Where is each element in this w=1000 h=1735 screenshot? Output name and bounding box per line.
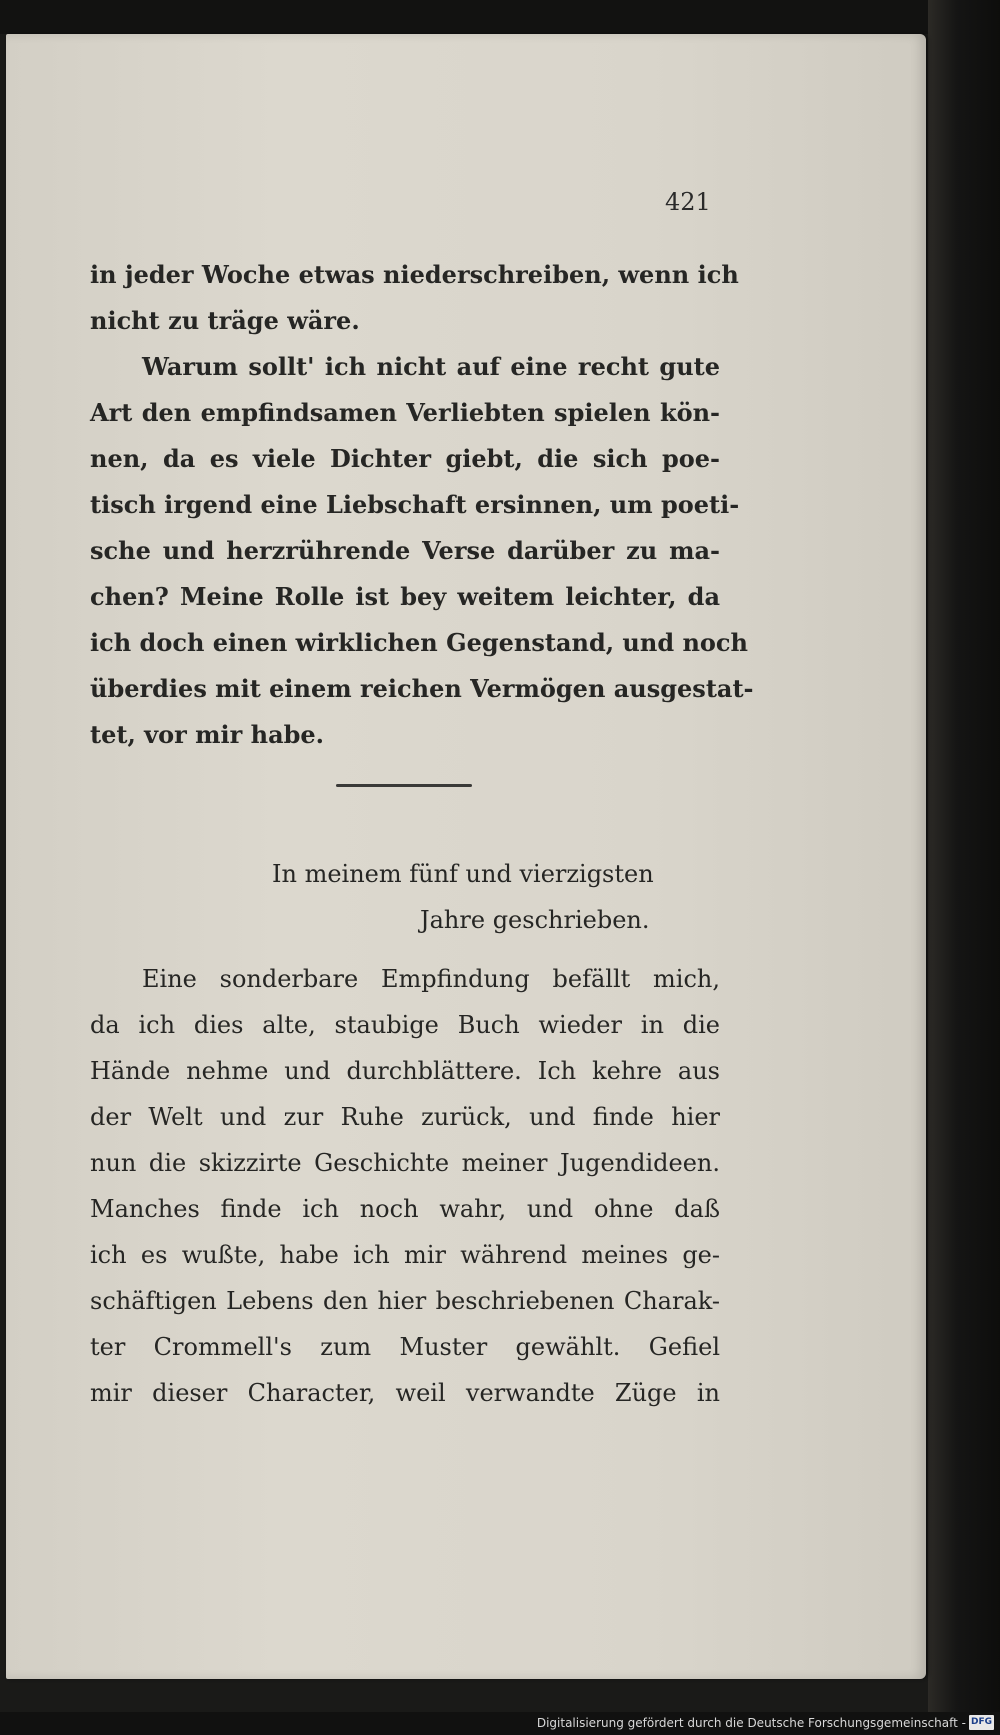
digitization-credit: Digitalisierung gefördert durch die Deutsche Forschungsgemeinschaft - [536,1716,966,1730]
text-line: nicht zu träge wäre. [90,306,360,335]
text-line: ich es wußte, habe ich mir während meines ge- [90,1241,720,1269]
text-line: überdies mit einem reichen Vermögen ausgestat- [90,674,754,703]
dfg-logo: DFG [969,1715,994,1730]
section-heading-line-1: In meinem fünf und vierzigsten [272,860,654,888]
text-line: Eine sonderbare Empfindung befällt mich, [142,965,720,993]
text-line: tisch irgend eine Liebschaft ersinnen, um poeti- [90,490,740,519]
text-line: der Welt und zur Ruhe zurück, und finde hier [90,1103,720,1131]
book-top-edge [0,0,1000,34]
paragraph-block-2 [90,956,720,1416]
text-line: tet, vor mir habe. [90,720,325,749]
text-line: ich doch einen wirklichen Gegenstand, und noch [90,628,748,657]
text-line: sche und herzrührende Verse darüber zu ma- [90,536,720,565]
text-line: nun die skizzirte Geschichte meiner Jugendideen. [90,1149,720,1177]
text-line: Hände nehme und durchblättere. Ich kehre aus [90,1057,720,1085]
text-line: ter Crommell's zum Muster gewählt. Gefiel [90,1333,720,1361]
section-divider [336,784,472,787]
book-cover-edge [928,0,1000,1735]
text-line: mir dieser Character, weil verwandte Züge in [90,1379,720,1407]
section-heading-line-2: Jahre geschrieben. [420,906,650,934]
text-line: Manches finde ich noch wahr, und ohne daß [90,1195,720,1223]
text-line: chen? Meine Rolle ist bey weitem leichter, da [90,582,720,611]
text-line: Art den empfindsamen Verliebten spielen kön- [90,398,720,427]
page-number: 421 [665,188,711,216]
text-line: Warum sollt' ich nicht auf eine recht gute [142,352,720,381]
text-line: da ich dies alte, staubige Buch wieder in die [90,1011,720,1039]
text-line: schäftigen Lebens den hier beschriebenen Charak- [90,1287,720,1315]
text-line: nen, da es viele Dichter giebt, die sich poe- [90,444,720,473]
text-line: in jeder Woche etwas niederschreiben, wenn ich [90,260,739,289]
paragraph-block-1 [90,252,754,758]
